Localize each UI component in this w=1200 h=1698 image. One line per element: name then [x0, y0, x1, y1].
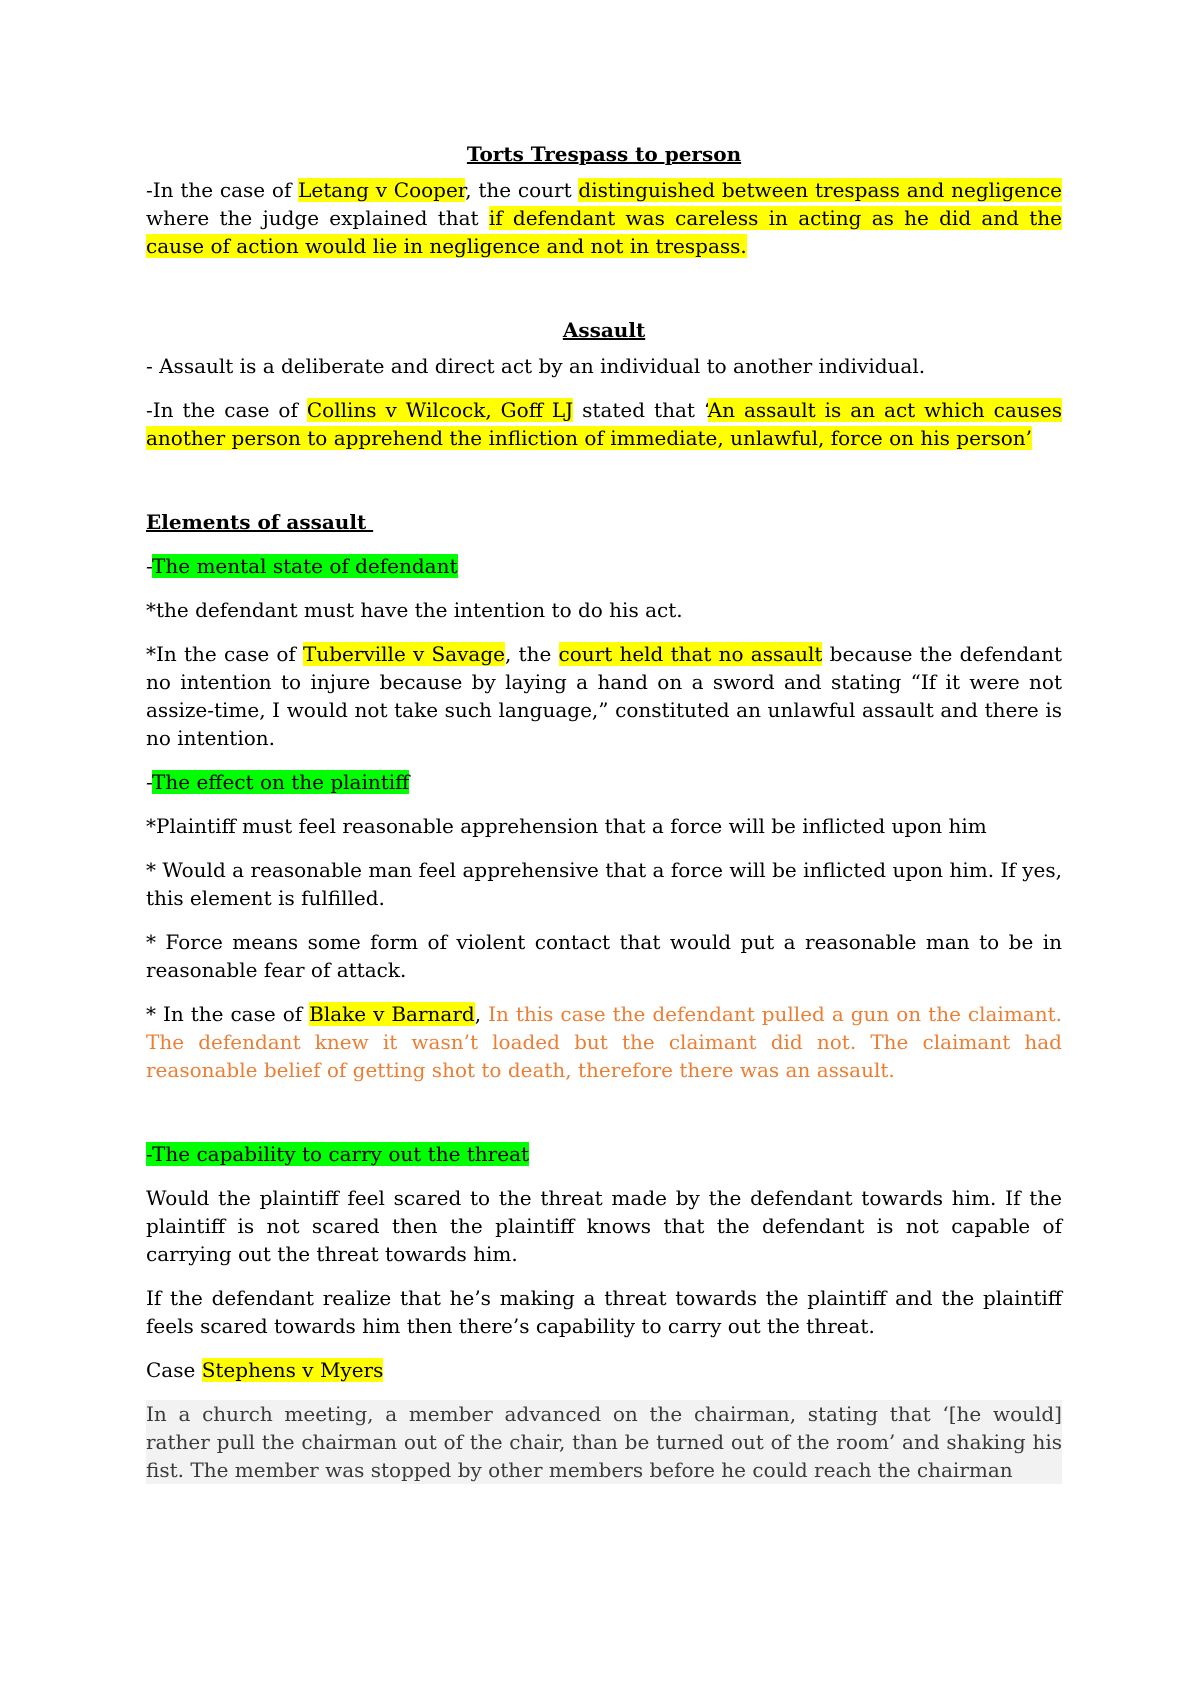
capability-text: -The capability to carry out the threat: [146, 1142, 530, 1166]
stephens-facts: In a church meeting, a member advanced on the chairman, stating that ‘[he would] rather pull the chairman out of the chair, than be turned out of the room’ and shaking his fist. The member was stopped by other members before he could reach the chairman: [146, 1402, 1062, 1482]
intro-highlight-1: distinguished between trespass and negligence: [578, 178, 1062, 202]
effect-dash: -: [146, 770, 153, 794]
case-tuberville-v-savage: Tuberville v Savage: [303, 642, 505, 666]
effect-bullet-3: * Force means some form of violent contact that would put a reasonable man to be in reasonable fear of attack.: [146, 930, 1062, 982]
case-blake-v-barnard: Blake v Barnard: [309, 1002, 475, 1026]
tuberville-text-3: because the defendant no intention to injure because by laying a hand on a sword and stating “If it were not assize-time, I would not take such language,” constituted an unlawful assault and there is no intention.: [146, 642, 1062, 750]
tuberville-holding: court held that no assault: [558, 642, 823, 666]
collins-quote: An assault is an act which causes another person to apprehend the infliction of immediate, unlawful, force on his person’: [146, 398, 1062, 450]
intent-bullet: *the defendant must have the intention to do his act.: [146, 598, 683, 622]
effect-label: [146, 768, 1062, 796]
tuberville-paragraph: [146, 640, 1062, 752]
intro-text-2: , the court: [465, 178, 579, 202]
intro-text-1: -In the case of: [146, 178, 299, 202]
capability-paragraph-1: Would the plaintiff feel scared to the threat made by the defendant towards him. If the plaintiff is not scared then the plaintiff knows that the defendant is not capable of carrying out the threat towards him.: [146, 1186, 1062, 1266]
tuberville-text-2: , the: [504, 642, 559, 666]
mental-state-label: [146, 552, 1062, 580]
spacer: [146, 468, 1062, 508]
elements-heading: Elements of assault: [146, 510, 374, 534]
capability-label: [146, 1140, 1062, 1168]
intro-highlight-2: if defendant was careless in acting as he did and the cause of action would lie in negligence and not in trespass.: [146, 206, 1062, 258]
case-letang-v-cooper: Letang v Cooper: [298, 178, 466, 202]
effect-text: The effect on the plaintiff: [152, 770, 410, 794]
mental-state-text: The mental state of defendant: [152, 554, 458, 578]
blake-text-1: * In the case of: [146, 1002, 310, 1026]
tuberville-text-1: *In the case of: [146, 642, 304, 666]
spacer: [146, 276, 1062, 316]
document-title: Torts Trespass to person: [466, 142, 742, 166]
document-page: [146, 140, 1062, 1500]
intro-paragraph: [146, 176, 1062, 260]
intro-text-3: where the judge explained that: [146, 206, 489, 230]
collins-text-1: -In the case of: [146, 398, 307, 422]
blake-description: In this case the defendant pulled a gun on the claimant. The defendant knew it wasn’t loaded but the claimant did not. The claimant had reasonable belief of getting shot to death, therefore there was an assault.: [146, 1002, 1062, 1082]
assault-definition: - Assault is a deliberate and direct act by an individual to another individual.: [146, 354, 926, 378]
mental-state-dash: -: [146, 554, 153, 578]
collins-text-2: stated that ‘: [573, 398, 708, 422]
spacer: [146, 1100, 1062, 1140]
stephens-prefix: Case: [146, 1358, 202, 1382]
case-stephens-v-myers: Stephens v Myers: [201, 1358, 384, 1382]
assault-heading: Assault: [562, 318, 646, 342]
stephens-case-line: [146, 1356, 1062, 1384]
effect-bullet-1: *Plaintiff must feel reasonable apprehension that a force will be inflicted upon him: [146, 814, 987, 838]
case-collins-v-wilcock: Collins v Wilcock, Goff LJ: [306, 398, 574, 422]
blake-text-2: ,: [474, 1002, 489, 1026]
capability-paragraph-2: If the defendant realize that he’s making a threat towards the plaintiff and the plaintiff feels scared towards him then there’s capability to carry out the threat.: [146, 1286, 1062, 1338]
effect-bullet-2: * Would a reasonable man feel apprehensive that a force will be inflicted upon him. If yes, this element is fulfilled.: [146, 858, 1062, 910]
blake-paragraph: [146, 1000, 1062, 1084]
collins-paragraph: [146, 396, 1062, 452]
